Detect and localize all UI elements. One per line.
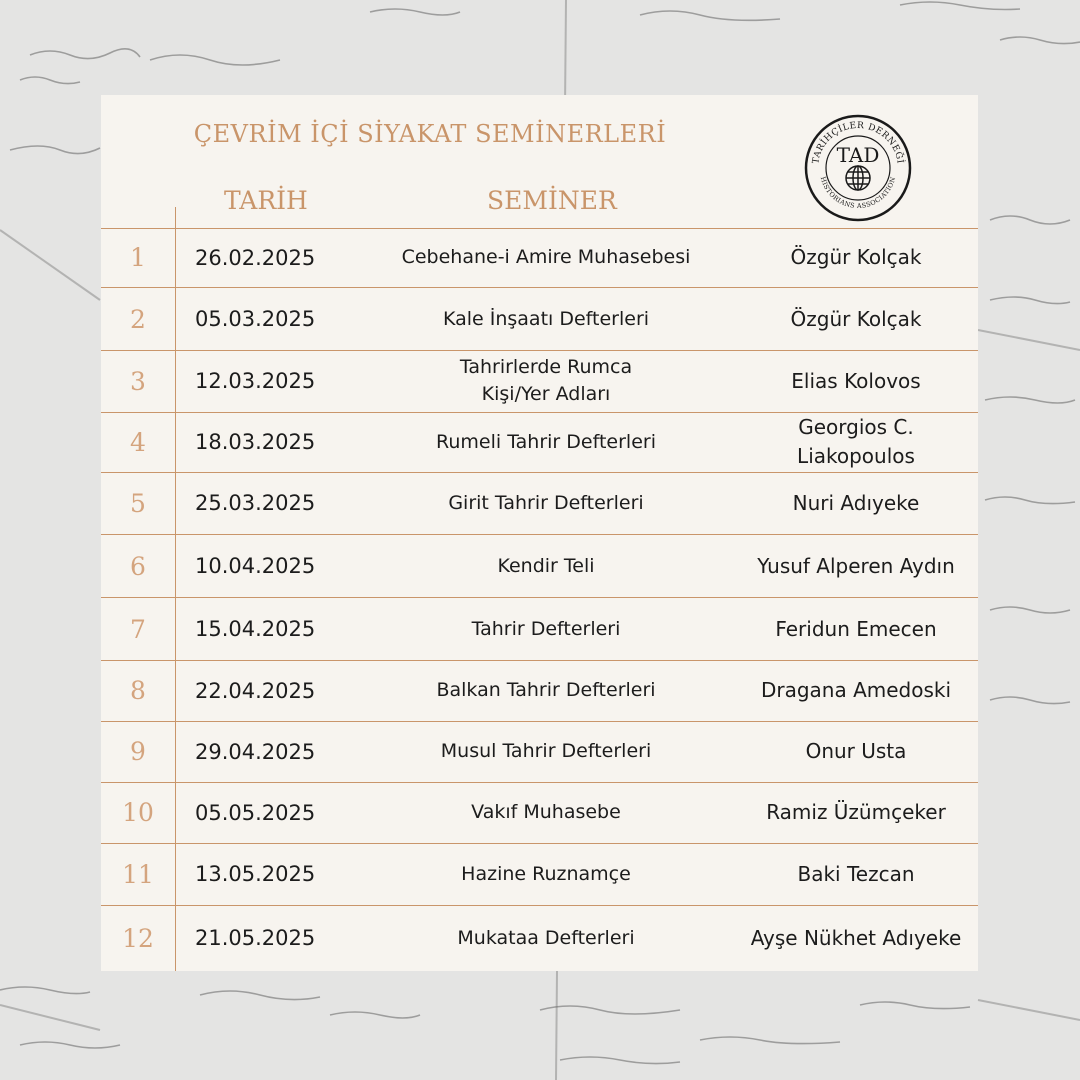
table-row — [101, 721, 978, 782]
row-date: 21.05.2025 — [195, 926, 316, 950]
table-row — [101, 472, 978, 534]
row-seminar: Mukataa Defterleri — [457, 926, 635, 949]
row-speaker: Nuri Adıyeke — [792, 490, 920, 515]
row-speaker: Ramiz Üzümçeker — [766, 800, 946, 824]
row-date: 12.03.2025 — [195, 369, 316, 393]
row-speaker: Baki Tezcan — [797, 861, 915, 886]
table-row — [101, 228, 978, 287]
row-number: 12 — [122, 923, 154, 953]
row-speaker: Özgür Kolçak — [790, 245, 922, 269]
row-number: 7 — [130, 614, 146, 644]
table-row — [101, 598, 978, 660]
row-date: 26.02.2025 — [195, 245, 316, 270]
row-number: 6 — [130, 551, 146, 581]
row-speaker: Yusuf Alperen Aydın — [757, 553, 955, 578]
table-row — [101, 905, 978, 971]
logo-top-text: TARİHÇİLER DERNEĞİ — [811, 120, 905, 165]
row-speaker: Elias Kolovos — [791, 368, 921, 393]
row-date: 29.04.2025 — [195, 739, 316, 764]
row-number: 2 — [130, 304, 146, 334]
row-number: 5 — [130, 488, 146, 518]
column-header-seminar: SEMİNER — [487, 186, 617, 215]
row-number: 1 — [130, 243, 146, 272]
row-date: 05.03.2025 — [195, 307, 316, 331]
row-speaker: Ayşe Nükhet Adıyeke — [750, 925, 962, 950]
row-date: 13.05.2025 — [195, 862, 316, 886]
row-seminar: Vakıf Muhasebe — [471, 801, 621, 823]
row-date: 15.04.2025 — [195, 617, 316, 641]
page-title: ÇEVRİM İÇİ SİYAKAT SEMİNERLERİ — [193, 120, 667, 148]
row-date: 25.03.2025 — [195, 491, 316, 515]
row-speaker: Özgür Kolçak — [790, 306, 922, 331]
tad-logo — [802, 112, 914, 224]
row-date: 22.04.2025 — [195, 678, 316, 703]
row-speaker: Onur Usta — [805, 739, 907, 763]
globe-icon — [846, 166, 870, 190]
row-speaker: Feridun Emecen — [775, 616, 937, 641]
row-seminar: Cebehane-i Amire Muhasebesi — [401, 246, 691, 268]
logo-bottom-text: HISTORIANS ASSOCIATION — [818, 175, 898, 211]
table-row — [101, 350, 978, 412]
row-date: 05.05.2025 — [195, 800, 316, 825]
row-number: 4 — [130, 427, 146, 457]
row-seminar: Musul Tahrir Defterleri — [440, 740, 652, 762]
row-seminar: Kendir Teli — [497, 554, 595, 577]
row-number: 9 — [130, 737, 146, 766]
row-number: 11 — [122, 859, 154, 889]
row-speaker: Georgios C. Liakopoulos — [797, 415, 915, 468]
row-seminar: Kale İnşaatı Defterleri — [442, 307, 650, 330]
table-row — [101, 535, 978, 597]
row-number: 10 — [122, 798, 154, 827]
row-seminar: Tahrir Defterleri — [471, 617, 621, 640]
row-seminar: Girit Tahrir Defterleri — [448, 491, 644, 514]
row-speaker: Dragana Amedoski — [760, 678, 952, 702]
table-row — [101, 288, 978, 350]
logo-mark: TAD — [836, 143, 880, 167]
row-date: 10.04.2025 — [195, 554, 316, 578]
row-seminar: Balkan Tahrir Defterleri — [436, 679, 656, 701]
row-date: 18.03.2025 — [195, 430, 316, 454]
table-row — [101, 412, 978, 472]
row-number: 8 — [130, 676, 146, 705]
row-seminar: Hazine Ruznamçe — [461, 862, 631, 885]
row-number: 3 — [130, 366, 146, 396]
row-seminar: Tahrirlerde Rumca Kişi/Yer Adları — [459, 356, 633, 405]
table-row — [101, 782, 978, 843]
table-row — [101, 660, 978, 721]
table-row — [101, 843, 978, 905]
column-header-date: TARİH — [224, 186, 308, 215]
row-seminar: Rumeli Tahrir Defterleri — [436, 430, 656, 453]
